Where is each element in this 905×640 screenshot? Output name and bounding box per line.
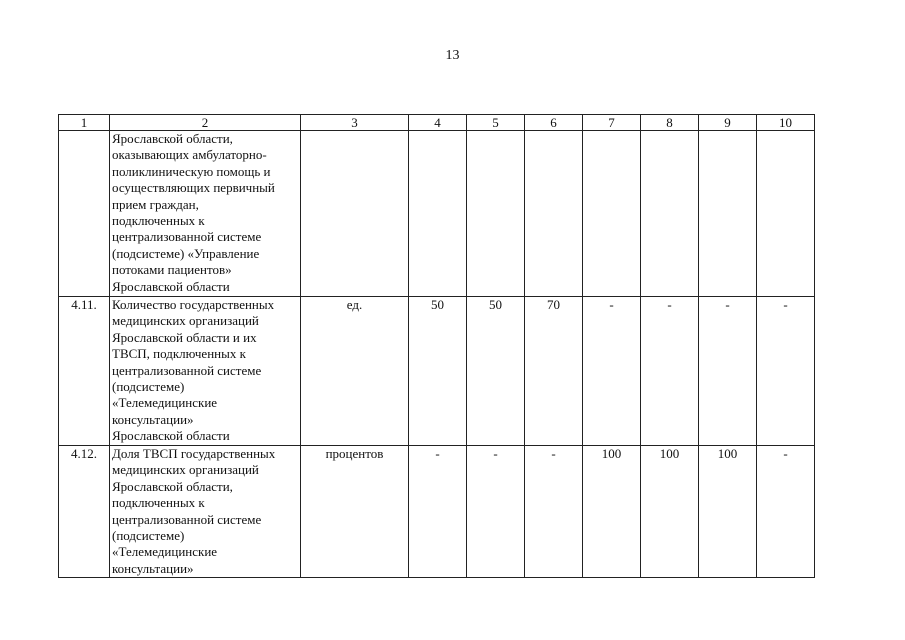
value-cell: 100 <box>641 446 699 578</box>
indicator-name-line: потоками пациентов» <box>112 262 232 278</box>
indicator-name-line: централизованной системе <box>112 229 262 245</box>
indicator-name-line: консультации» <box>112 560 194 576</box>
indicator-name-line: прием граждан, <box>112 196 199 212</box>
indicator-name-line: Ярославской области <box>112 278 230 294</box>
value-cell: 50 <box>467 297 525 446</box>
unit-cell <box>301 131 409 297</box>
value-cell <box>583 131 641 297</box>
indicator-name <box>110 131 301 297</box>
table-header-row <box>59 115 815 131</box>
row-number: 4.12. <box>59 446 110 578</box>
column-header: 7 <box>583 115 641 131</box>
indicator-name-line: ТВСП, подключенных к <box>112 346 246 362</box>
value-cell: 100 <box>699 446 757 578</box>
indicator-name-line: (подсистеме) «Управление <box>112 245 260 261</box>
row-number <box>59 131 110 297</box>
indicator-name-line: Ярославской области и их <box>112 329 257 345</box>
value-cell <box>699 131 757 297</box>
value-cell: - <box>467 446 525 578</box>
value-cell: - <box>699 297 757 446</box>
indicator-name-line: «Телемедицинские <box>112 544 218 560</box>
indicator-name-line: медицинских организаций <box>112 462 259 478</box>
indicator-name-line: медицинских организаций <box>112 313 259 329</box>
column-header: 10 <box>757 115 815 131</box>
indicator-name-line: подключенных к <box>112 495 205 511</box>
table-row <box>59 297 815 446</box>
indicators-table <box>58 114 815 578</box>
indicator-name-line: оказывающих амбулаторно- <box>112 147 267 163</box>
value-cell: - <box>525 446 583 578</box>
column-header: 1 <box>59 115 110 131</box>
indicator-name-line: Ярославской области, <box>112 478 233 494</box>
indicator-name-line: осуществляющих первичный <box>112 180 275 196</box>
value-cell <box>525 131 583 297</box>
column-header: 8 <box>641 115 699 131</box>
value-cell: - <box>757 297 815 446</box>
indicator-name-line: Ярославской области, <box>112 131 233 146</box>
unit-cell: ед. <box>301 297 409 446</box>
indicator-name-line: (подсистеме) <box>112 379 185 395</box>
column-header: 2 <box>110 115 301 131</box>
value-cell: 70 <box>525 297 583 446</box>
table-row <box>59 131 815 297</box>
indicator-name-line: (подсистеме) <box>112 528 185 544</box>
indicator-name <box>110 446 301 578</box>
value-cell: - <box>757 446 815 578</box>
value-cell: - <box>641 297 699 446</box>
value-cell <box>641 131 699 297</box>
table-row <box>59 446 815 578</box>
indicator-name-line: «Телемедицинские <box>112 395 218 411</box>
column-header: 3 <box>301 115 409 131</box>
indicator-name <box>110 297 301 446</box>
value-cell <box>409 131 467 297</box>
column-header: 5 <box>467 115 525 131</box>
value-cell: - <box>583 297 641 446</box>
indicator-name-line: подключенных к <box>112 213 205 229</box>
page-number: 13 <box>445 48 460 63</box>
value-cell: 50 <box>409 297 467 446</box>
row-number: 4.11. <box>59 297 110 446</box>
indicator-name-line: Ярославской области <box>112 428 230 444</box>
value-cell: 100 <box>583 446 641 578</box>
column-header: 4 <box>409 115 467 131</box>
value-cell: - <box>409 446 467 578</box>
indicator-name-line: Доля ТВСП государственных <box>112 446 276 461</box>
indicator-name-line: поликлиническую помощь и <box>112 163 271 179</box>
indicator-name-line: Количество государственных <box>112 297 275 312</box>
unit-cell: процентов <box>301 446 409 578</box>
column-header: 6 <box>525 115 583 131</box>
indicator-name-line: консультации» <box>112 411 194 427</box>
value-cell <box>757 131 815 297</box>
indicator-name-line: централизованной системе <box>112 362 262 378</box>
value-cell <box>467 131 525 297</box>
indicator-name-line: централизованной системе <box>112 511 262 527</box>
column-header: 9 <box>699 115 757 131</box>
